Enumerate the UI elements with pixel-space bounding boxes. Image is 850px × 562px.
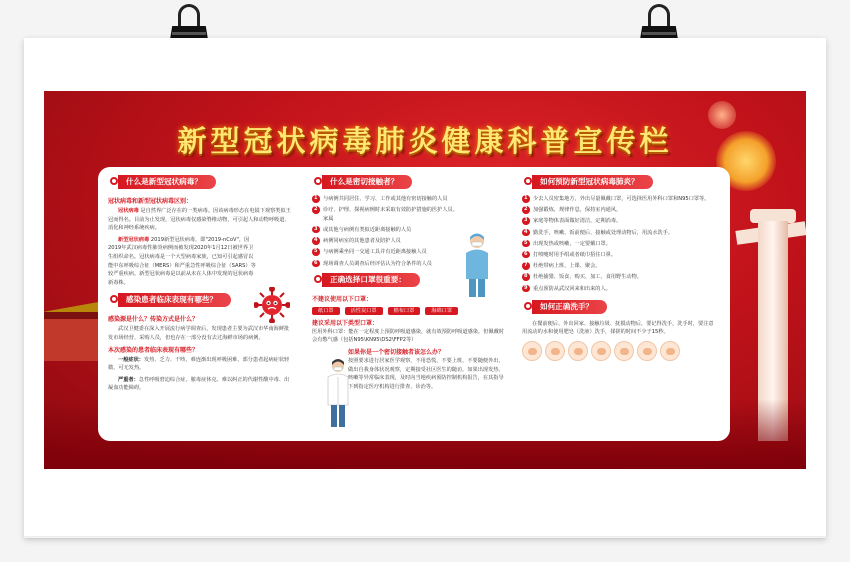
virus-illustration	[254, 287, 290, 323]
banner-title: 新型冠状病毒肺炎健康科普宣传栏	[177, 124, 673, 158]
list-item-text: 少去人员密集地方，外出尽量佩戴口罩，可选择医用外科口罩和N95口罩等。	[533, 196, 710, 202]
list-item-text: 或其他与病例有类似近距离接触的人员	[323, 226, 412, 233]
paragraph: 医用外科口罩：能在一定程度上预防呼吸道感染，就有效预防呼吸道感染。但佩戴时会有憋气感（包括N95\KN95\DS2\FFP2等）	[312, 328, 504, 344]
list-item: 3 家庭等物体表面做好清洁，定期消毒。	[524, 217, 622, 225]
section-heading: 感染患者临床表现有哪些？	[118, 293, 231, 307]
not-recommended-label: 不建议使用以下口罩：	[312, 295, 373, 303]
banner-board	[44, 91, 806, 469]
paragraph	[108, 376, 294, 393]
paragraph	[108, 207, 294, 233]
list-item: 2 加强锻炼，规律作息，保持室内通风。	[524, 206, 622, 214]
paper-shadow	[24, 536, 826, 540]
list-item: 8 杜绝捕猎、饭食、购买、加工、食用野生动物。	[524, 273, 642, 281]
list-item-text: 家庭等物体表面做好清洁，定期消毒。	[533, 218, 622, 225]
column-prevention	[522, 175, 718, 361]
term-label: 一般症状：	[118, 356, 144, 363]
handwash-step-icon	[545, 341, 565, 361]
handwash-steps	[522, 341, 718, 361]
subheading: 本次感染的患者临床表现有哪些？	[108, 346, 199, 354]
content-panel	[98, 167, 730, 441]
paragraph-text: 急性呼吸窘迫综合症、脓毒症休克、难以纠正的代谢性酸中毒、出凝血功能障碍。	[108, 376, 290, 392]
list-item: 4 病例同病室的其他患者及陪护人员	[314, 237, 401, 245]
paragraph-text: 发热、乏力、干咳、难连渐出现呼吸困难，部分患者起病症状轻微，可无发热。	[108, 356, 290, 372]
mask-tag-row	[312, 307, 506, 315]
recommended-label: 建议采用以下类型口罩：	[312, 319, 379, 327]
list-item: 5 与病例乘坐同一交通工具并有近距离接触人员	[314, 248, 427, 256]
list-item: 7 杜绝带病上班、上课、聚会。	[524, 262, 601, 270]
doctor-illustration	[324, 357, 352, 429]
mask-tag: 活性炭口罩	[345, 307, 383, 315]
handwash-step-icon	[660, 341, 680, 361]
handwash-step-icon	[591, 341, 611, 361]
column-what-is-virus	[108, 175, 294, 396]
prevention-list	[522, 195, 718, 293]
list-item-text: 诊疗、护理、探视病例时未采取有效防护措施的医护人员、家属	[323, 207, 458, 222]
section-heading: 什么是密切接触者？	[322, 175, 412, 189]
list-item: 9 重点预防从武汉回来和出来的人。	[524, 284, 611, 292]
list-item: 4 勤洗手，咳嗽、饭前便后、接触或处理动物后，用流水洗手。	[524, 228, 674, 236]
list-item: 6 打喷嚏时用手绢或者纸巾捂住口鼻。	[524, 250, 617, 258]
list-item-text: 与病例乘坐同一交通工具并有近距离接触人员	[323, 249, 427, 256]
list-item: 3 或其他与病例有类似近距离接触的人员	[314, 225, 412, 233]
section-heading: 什么是新型冠状病毒？	[118, 175, 216, 189]
list-item-text: 重点预防从武汉回来和出来的人。	[533, 285, 611, 292]
mask-tag: 棉布口罩	[388, 307, 421, 315]
list-item: 1 少去人员密集地方，外出尽量佩戴口罩，可选择医用外科口罩和N95口罩等。	[524, 195, 710, 202]
handwash-step-icon	[614, 341, 634, 361]
list-item: 5 出现发热或咳嗽，一定要戴口罩。	[524, 239, 611, 247]
temple-roof-image	[44, 301, 104, 361]
term-label: 新型冠状病毒	[118, 236, 150, 243]
paragraph-text: 2019新型冠状病毒，即"2019-nCoV"，因2019年武汉病毒性肺炎病例而被发现2020年1月12日被世界卫生组织命名。冠状病毒是一个大型病毒家族，已知可引起感冒以能中东呼吸综合征（MERS）和严重急性呼吸综合征（SARS）等较严重疾病。新型冠状病毒是以前从未在人体中发现的冠状病毒新毒株。	[108, 236, 256, 286]
section-heading: 正确选择口罩很重要：	[322, 273, 420, 287]
list-item: 6 现场调查人员调查后经评估认为符合条件的人员	[314, 259, 432, 267]
list-item-text: 加强锻炼，规律作息，保持室内通风。	[533, 207, 622, 214]
list-item: 1 与病例共同居住、学习、工作或其他有密切接触的人员	[314, 195, 448, 202]
term-label: 冠状病毒	[118, 208, 139, 214]
paragraph	[108, 356, 294, 373]
doctor-illustration	[460, 231, 494, 299]
paragraph-text: 是自然界广泛存在的一类病毒。因该病毒形态在电镜下观察类似王冠而得名。目前为止发现，冠状病毒仅感染脊椎动物，可引起人和动物呼吸道、消化和神经系统疾病。	[108, 208, 291, 232]
contact-list	[312, 195, 458, 268]
term-label: 严重者：	[118, 376, 139, 383]
list-item-text: 病例同病室的其他患者及陪护人员	[323, 238, 401, 245]
mask-tag: 海绵口罩	[425, 307, 458, 315]
list-item-text: 勤洗手，咳嗽、饭前便后、接触或处理动物后，用流水洗手。	[533, 229, 674, 236]
section-heading: 如何预防新型冠状病毒肺炎？	[532, 175, 653, 189]
paragraph: 按照要求进行居家医学观察，不用恐慌，不要上班，不要随便外出，做出自我身体状况观察，定期接受社区医生的随访，如果出现发热、咳嗽等异常临床表现，及时向当地疾病预防控制机构报告，在其指导下到指定医疗机构进行排查、诊治等。	[348, 357, 504, 390]
paragraph	[108, 236, 256, 288]
handwash-step-icon	[522, 341, 542, 361]
list-item-text: 与病例共同居住、学习、工作或其他有密切接触的人员	[323, 196, 448, 202]
list-item: 2 诊疗、护理、探视病例时未采取有效防护措施的医护人员、家属	[314, 206, 458, 222]
list-item-text: 出现发热或咳嗽，一定要戴口罩。	[533, 240, 611, 247]
subheading: 感染源是什么？传染方式是什么？	[108, 316, 199, 324]
list-item-text: 杜绝带病上班、上课、聚会。	[533, 263, 601, 270]
paragraph: 在餐前便后、外出回家、接触垃圾、抚摸动物后，要记得洗手，洗手时，要注意用流动的水和使用肥皂（洗液）洗手，揉搓的时间不少于15秒。	[522, 320, 714, 336]
list-item-text: 杜绝捕猎、饭食、购买、加工、食用野生动物。	[533, 274, 642, 281]
mask-tag: 纸口罩	[312, 307, 340, 315]
paragraph: 武汉卫健委在深入开展流行病学调查后，发现患者主要为武汉市华南海鲜批发市场经营、采购人员，但也存在一部分没有去过海鲜市场的病例。	[108, 326, 290, 341]
section-heading: 如何正确洗手？	[532, 300, 607, 314]
handwash-step-icon	[568, 341, 588, 361]
list-item-text: 打喷嚏时用手绢或者纸巾捂住口鼻。	[533, 251, 617, 258]
handwash-step-icon	[637, 341, 657, 361]
subheading: 冠状病毒和新型冠状病毒区别：	[108, 198, 193, 205]
question-heading: 如果你是一个密切接触者该怎么办？	[348, 348, 445, 356]
list-item-text: 现场调查人员调查后经评估认为符合条件的人员	[323, 260, 432, 267]
